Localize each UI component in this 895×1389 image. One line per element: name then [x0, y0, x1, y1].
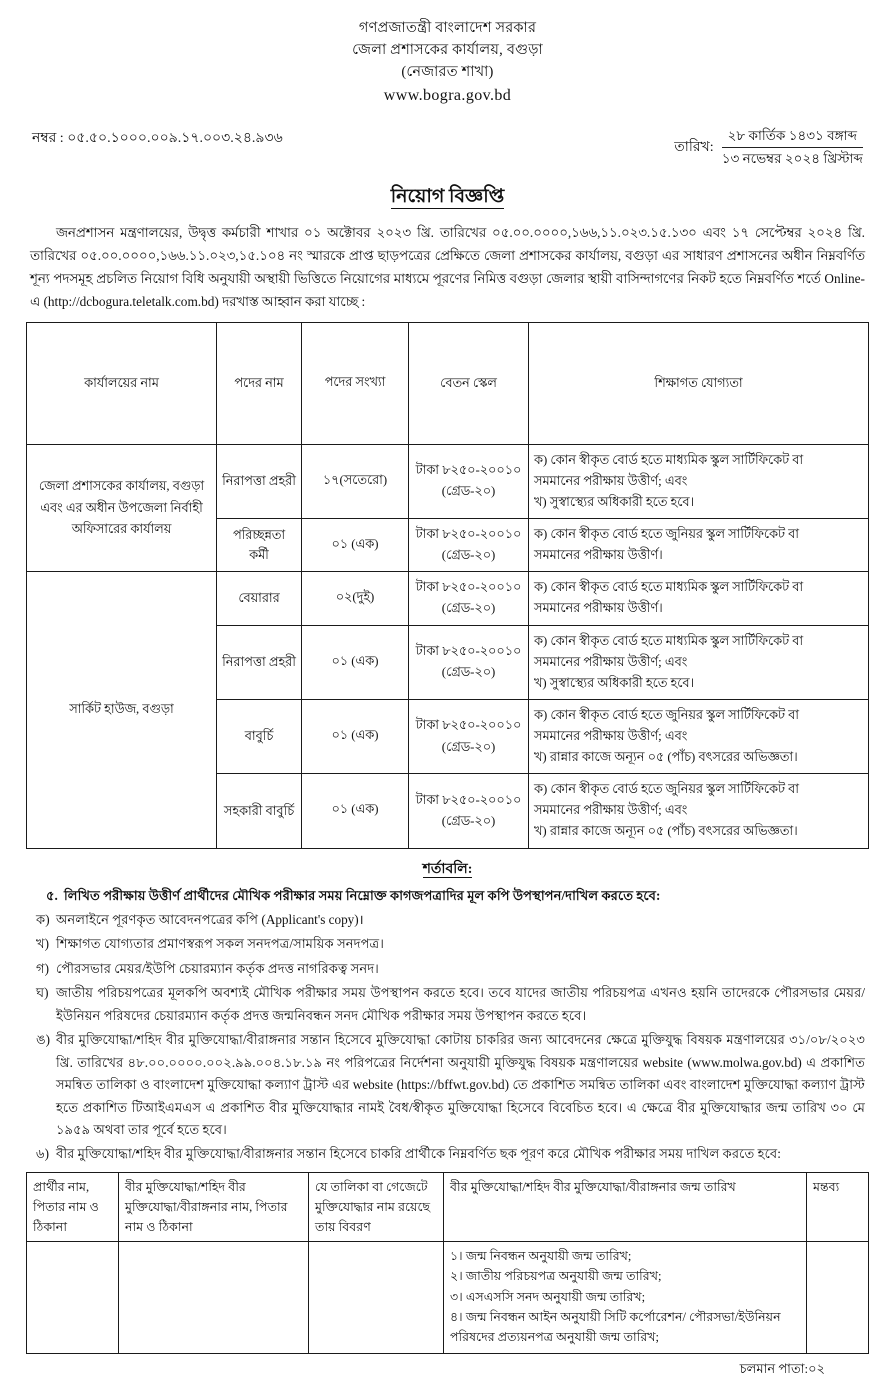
branch-name: (নেজারত শাখা) [401, 63, 494, 80]
qualification-line: সমমানের পরীক্ষায় উত্তীর্ণ। [534, 548, 663, 563]
list-item [30, 933, 865, 955]
cell-post: বাবুর্চি [217, 699, 302, 773]
cell-scale [409, 625, 529, 699]
cell-count: ০২(দুই) [302, 572, 409, 625]
document-header [26, 18, 869, 108]
date-fraction [722, 126, 863, 168]
list-marker: ঘ) [36, 985, 49, 1001]
intro-paragraph: জনপ্রশাসন মন্ত্রণালয়ের, উদ্বৃত্ত কর্মচারী শাখার ০১ অক্টোবর ২০২৩ খ্রি. তারিখের ০৫.০০.০০০০,১৬৬,১১.০২৩.১৫.১৩০ এবং ১৭ সেপ্টেম্বর ২০২৪ খ্রি. তারিখের ০৫.০০.০০০০,১৬৬.১১.০২৩,১৫.১০৪ নং স্মারকে প্রাপ্ত ছাড়পত্রের প্রেক্ষিতে জেলা প্রশাসকের কার্যালয়, বগুড়া এর সাধারণ প্রশাসনের অধীন নিম্নবর্ণিত শূন্য পদসমূহ প্রচলিত নিয়োগ বিধি অনুযায়ী অস্থায়ী ভিত্তিতে নিয়োগের মাধ্যমে পূরণের নিমিত্ত বগুড়া জেলার স্থায়ী বাসিন্দাগণের নিকট হতে নিম্নবর্ণিত শর্তে Online-এ (http://dcbogura.teletalk.com.bd) দরখাস্ত আহ্বান করা যাচ্ছে : [30, 225, 865, 309]
scale-grade: (গ্রেড-২০) [441, 739, 496, 754]
conditions-list [26, 885, 869, 1166]
cell-gazette-info [309, 1242, 444, 1354]
cell-candidate-info [27, 1242, 119, 1354]
list-text: বীর মুক্তিযোদ্ধা/শহিদ বীর মুক্তিযোদ্ধা/বীরাঙ্গনার সন্তান হিসেবে মুক্তিযোদ্ধা কোটায় চাকরির জন্য আবেদনের ক্ষেত্রে মুক্তিযুদ্ধ বিষয়ক মন্ত্রণালয়ের ৩১/০৮/২০২৩ খ্রি. তারিখের ৪৮.০০.০০০০.০০২.৯৯.০০৪.১৮.১৯ নং পরিপত্রের নির্দেশনা অনুযায়ী মুক্তিযুদ্ধ বিষয়ক মন্ত্রণালয়ের website (www.molwa.gov.bd) এ প্রকাশিত সমন্বিত তালিকা ও বাংলাদেশ মুক্তিযোদ্ধা কল্যাণ ট্রাস্ট এর website (https://bffwt.gov.bd) তে প্রকাশিত সমন্বিত তালিকা এবং বাংলাদেশ মুক্তিযোদ্ধা কল্যাণ ট্রাস্ট হতে প্রকাশিত টিআইএমএস এ প্রকাশিত বীর মুক্তিযোদ্ধার নামই বৈধ/স্বীকৃত মুক্তিযোদ্ধা হিসেবে বিবেচিত হবে। এ ক্ষেত্রে বীর মুক্তিযোদ্ধার জন্ম তারিখ ৩০ মে ১৯৫৯ অথবা তার পূর্বে হতে হবে। [56, 1032, 866, 1137]
scale-amount: টাকা ৮২৫০-২০০১০ [415, 463, 522, 478]
birthdate-option: ২। জাতীয় পরিচয়পত্র অনুযায়ী জন্ম তারিখ; [450, 1269, 662, 1284]
mukti-table-header-row [27, 1172, 869, 1241]
cell-scale [409, 444, 529, 518]
list-item [30, 909, 865, 931]
conditions-title-text: শর্তাবলি: [422, 861, 473, 877]
list-text: লিখিত পরীক্ষায় উত্তীর্ণ প্রার্থীদের মৌখিক পরীক্ষার সময় নিম্নোক্ত কাগজপত্রাদির মূল কপি উপস্থাপন/দাখিল করতে হবে: [64, 887, 661, 903]
cell-count: ০১ (এক) [302, 519, 409, 572]
qualification-line: খ) রান্নার কাজে অন্যূন ০৫ (পাঁচ) বৎসরের অভিজ্ঞতা। [534, 750, 798, 765]
birthdate-option: ৪। জন্ম নিবন্ধন আইন অনুযায়ী সিটি কর্পোরেশন/ পৌরসভা/ইউনিয়ন পরিষদের প্রত্যয়নপত্র অনুযায়ী জন্ম তারিখ; [450, 1309, 781, 1344]
cell-post: বেয়ারার [217, 572, 302, 625]
conditions-title [26, 857, 869, 881]
cell-scale [409, 774, 529, 848]
list-text: অনলাইনে পূরণকৃত আবেদনপত্রের কপি (Applicant's copy)। [56, 912, 364, 927]
date-label: তারিখ: [674, 140, 714, 156]
cell-ff-info [119, 1242, 309, 1354]
cell-remarks [807, 1242, 869, 1354]
qualification-line: সমমানের পরীক্ষায় উত্তীর্ণ; এবং [534, 654, 688, 669]
job-table-head [27, 322, 869, 444]
list-text: জাতীয় পরিচয়পত্রের মূলকপি অবশ্যই মৌখিক পরীক্ষার সময় উপস্থাপন করতে হবে। তবে যাদের জাতীয় পরিচয়পত্র এখনও হয়নি তাদেরকে পৌরসভার মেয়র/ইউনিয়ন পরিষদের চেয়ারম্যান কর্তৃক প্রদত্ত জন্মনিবন্ধন সনদ মৌখিক পরীক্ষার সময় উপস্থাপন করতে হবে। [56, 985, 865, 1023]
list-item [30, 958, 865, 980]
scale-grade: (গ্রেড-২০) [441, 484, 496, 499]
qualification-line: খ) সুস্বাস্থ্যের অধিকারী হতে হবে। [534, 675, 695, 690]
cell-office: সার্কিট হাউজ, বগুড়া [27, 572, 217, 848]
qualification-line: ক) কোন স্বীকৃত বোর্ড হতে জুনিয়র স্কুল সার্টিফিকেট বা [534, 782, 800, 797]
scale-grade: (গ্রেড-২০) [441, 813, 496, 828]
date-block [674, 126, 863, 168]
cell-birthdate-options [444, 1242, 807, 1354]
list-text: বীর মুক্তিযোদ্ধা/শহিদ বীর মুক্তিযোদ্ধা/বীরাঙ্গনার সন্তান হিসেবে চাকরি প্রার্থীকে নিম্নবর্ণিত ছক পূরণ করে মৌখিক পরীক্ষার সময় দাখিল করতে হবে: [56, 1146, 781, 1162]
header-scale: বেতন স্কেল [409, 322, 529, 444]
list-item [30, 1143, 865, 1165]
qualification-line: ক) কোন স্বীকৃত বোর্ড হতে জুনিয়র স্কুল সার্টিফিকেট বা [534, 707, 800, 722]
scale-amount: টাকা ৮২৫০-২০০১০ [415, 718, 522, 733]
cell-qualification [529, 699, 869, 773]
header-ff-info: বীর মুক্তিযোদ্ধা/শহিদ বীর মুক্তিযোদ্ধা/বীরাঙ্গনার নাম, পিতার নাম ও ঠিকানা [119, 1172, 309, 1241]
header-qualification: শিক্ষাগত যোগ্যতা [529, 322, 869, 444]
cell-qualification [529, 625, 869, 699]
header-post: পদের নাম [217, 322, 302, 444]
govt-name: গণপ্রজাতন্ত্রী বাংলাদেশ সরকার [358, 20, 537, 36]
cell-count: ০১ (এক) [302, 774, 409, 848]
mukti-table-body [27, 1242, 869, 1354]
cell-qualification [529, 519, 869, 572]
header-remarks: মন্তব্য [807, 1172, 869, 1241]
list-marker: ঙ) [36, 1032, 51, 1048]
list-text: শিক্ষাগত যোগ্যতার প্রমাণস্বরূপ সকল সনদপত্র/সাময়িক সনদপত্র। [56, 936, 384, 952]
freedom-fighter-table [26, 1172, 869, 1354]
header-ff-birthdate: বীর মুক্তিযোদ্ধা/শহিদ বীর মুক্তিযোদ্ধা/বীরাঙ্গনার জন্ম তারিখ [444, 1172, 807, 1241]
page-title [26, 182, 869, 214]
scale-amount: টাকা ৮২৫০-২০০১০ [415, 580, 522, 595]
date-bangla: ২৮ কার্তিক ১৪৩১ বঙ্গাব্দ [722, 126, 863, 148]
cell-scale [409, 699, 529, 773]
qualification-line: ক) কোন স্বীকৃত বোর্ড হতে মাধ্যমিক স্কুল সার্টিফিকেট বা [534, 633, 804, 648]
header-office: কার্যালয়ের নাম [27, 322, 217, 444]
scale-amount: টাকা ৮২৫০-২০০১০ [415, 527, 522, 542]
cell-scale [409, 572, 529, 625]
cell-count: ০১ (এক) [302, 699, 409, 773]
list-marker: ক) [36, 912, 50, 927]
cell-post: নিরাপত্তা প্রহরী [217, 625, 302, 699]
list-text: পৌরসভার মেয়র/ইউপি চেয়ারম্যান কর্তৃক প্রদত্ত নাগরিকত্ব সনদ। [56, 960, 379, 976]
cell-scale [409, 519, 529, 572]
date-gregorian: ১৩ নভেম্বর ২০২৪ খ্রিস্টাব্দ [721, 150, 863, 166]
cell-qualification [529, 444, 869, 518]
cell-post: নিরাপত্তা প্রহরী [217, 444, 302, 518]
cell-qualification [529, 572, 869, 625]
job-vacancy-table [26, 322, 869, 849]
qualification-line: ক) কোন স্বীকৃত বোর্ড হতে জুনিয়র স্কুল সার্টিফিকেট বা [534, 527, 800, 542]
header-count: পদের সংখ্যা [302, 322, 409, 444]
table-row [27, 572, 869, 625]
qualification-line: ক) কোন স্বীকৃত বোর্ড হতে মাধ্যমিক স্কুল সার্টিফিকেট বা [534, 452, 804, 467]
cell-post: সহকারী বাবুর্চি [217, 774, 302, 848]
list-item [30, 982, 865, 1027]
list-marker: ৬) [36, 1146, 49, 1162]
office-name: জেলা প্রশাসকের কার্যালয়, বগুড়া [352, 41, 543, 58]
qualification-line: সমমানের পরীক্ষায় উত্তীর্ণ; এবং [534, 473, 688, 488]
memo-number: নম্বর : ০৫.৫০.১০০০.০০৯.১৭.০০৩.২৪.৯৩৬ [32, 131, 283, 147]
list-marker: খ) [36, 936, 50, 952]
memo-date-row [26, 126, 869, 168]
cell-qualification [529, 774, 869, 848]
mukti-table-head [27, 1172, 869, 1241]
list-item [30, 885, 865, 907]
birthdate-option: ১। জন্ম নিবন্ধন অনুযায়ী জন্ম তারিখ; [450, 1249, 632, 1264]
birthdate-option: ৩। এসএসসি সনদ অনুযায়ী জন্ম তারিখ; [450, 1289, 646, 1304]
table-row [27, 444, 869, 518]
qualification-line: সমমানের পরীক্ষায় উত্তীর্ণ; এবং [534, 729, 688, 744]
list-marker: ৫. [46, 887, 58, 903]
qualification-line: সমমানের পরীক্ষায় উত্তীর্ণ; এবং [534, 803, 688, 818]
scale-grade: (গ্রেড-২০) [441, 548, 496, 563]
job-table-header-row [27, 322, 869, 444]
qualification-line: ক) কোন স্বীকৃত বোর্ড হতে মাধ্যমিক স্কুল সার্টিফিকেট বা [534, 580, 804, 595]
page-footer: চলমান পাতা:০২ [739, 1361, 825, 1377]
office-website: www.bogra.gov.bd [383, 87, 512, 105]
header-gazette-info: যে তালিকা বা গেজেটে মুক্তিযোদ্ধার নাম রয়েছে তায় বিবরণ [309, 1172, 444, 1241]
scale-grade: (গ্রেড-২০) [441, 665, 496, 680]
qualification-line: সমমানের পরীক্ষায় উত্তীর্ণ। [534, 601, 663, 616]
job-table-body [27, 444, 869, 848]
cell-count: ০১ (এক) [302, 625, 409, 699]
header-candidate-info: প্রার্থীর নাম, পিতার নাম ও ঠিকানা [27, 1172, 119, 1241]
cell-post: পরিচ্ছন্নতা কর্মী [217, 519, 302, 572]
scale-amount: টাকা ৮২৫০-২০০১০ [415, 792, 522, 807]
list-item [30, 1029, 865, 1141]
qualification-line: খ) সুস্বাস্থ্যের অধিকারী হতে হবে। [534, 495, 695, 510]
page-title-text: নিয়োগ বিজ্ঞপ্তি [390, 186, 505, 208]
scale-amount: টাকা ৮২৫০-২০০১০ [415, 644, 522, 659]
qualification-line: খ) রান্নার কাজে অন্যূন ০৫ (পাঁচ) বৎসরের অভিজ্ঞতা। [534, 824, 798, 839]
scale-grade: (গ্রেড-২০) [441, 601, 496, 616]
table-row [27, 1242, 869, 1354]
cell-count: ১৭(সতেরো) [302, 444, 409, 518]
list-marker: গ) [36, 960, 50, 976]
cell-office: জেলা প্রশাসকের কার্যালয়, বগুড়া এবং এর অধীন উপজেলা নির্বাহী অফিসারের কার্যালয় [27, 444, 217, 572]
